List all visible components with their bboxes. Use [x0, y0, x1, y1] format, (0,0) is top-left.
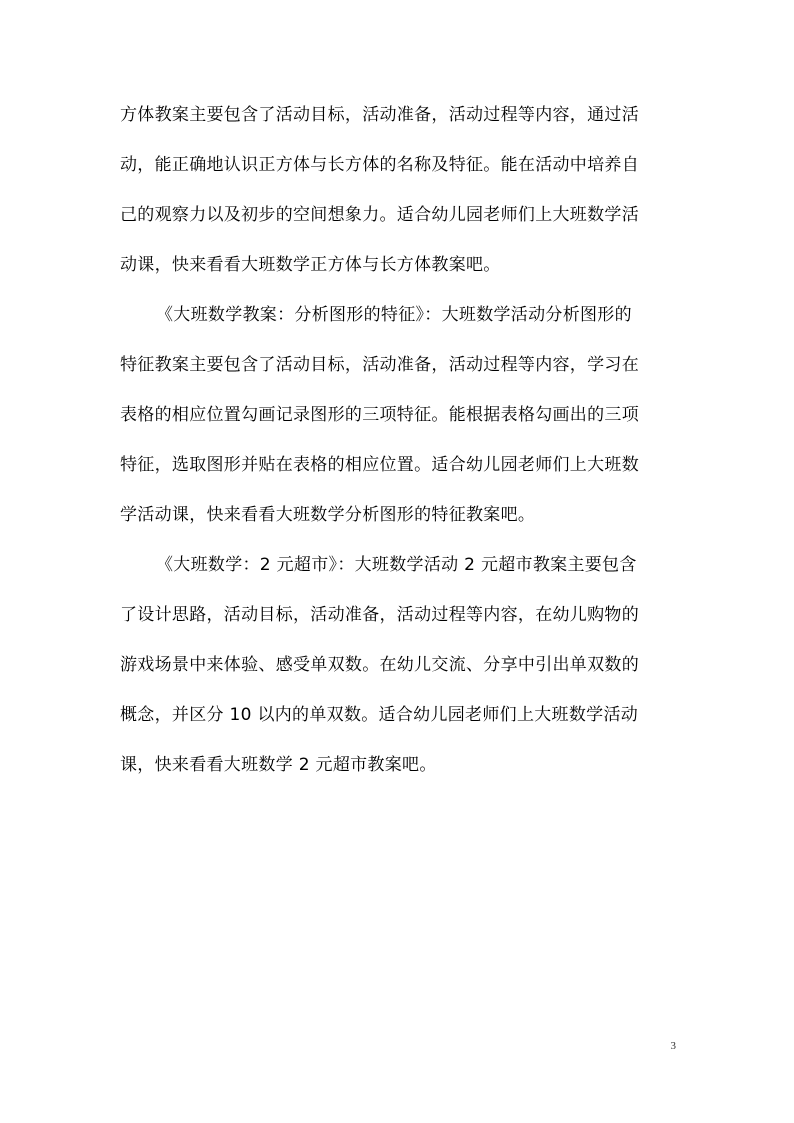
body-text — [120, 90, 674, 790]
paragraph-first-line: 《大班数学教案：分析图形的特征》：大班数学活动分析图形的 — [156, 305, 632, 325]
text-line: 学活动课，快来看看大班数学分析图形的特征教案吧。 — [120, 505, 536, 525]
text-line: 特征，选取图形并贴在表格的相应位置。适合幼儿园老师们上大班数 — [120, 455, 639, 475]
text-line: 了设计思路，活动目标，活动准备，活动过程等内容，在幼儿购物的 — [120, 605, 639, 625]
text-line: 表格的相应位置勾画记录图形的三项特征。能根据表格勾画出的三项 — [120, 405, 639, 425]
paragraph-first-line: 《大班数学：2 元超市》：大班数学活动 2 元超市教案主要包含 — [156, 555, 637, 575]
text-line: 概念，并区分 10 以内的单双数。适合幼儿园老师们上大班数学活动 — [120, 705, 639, 725]
text-line: 游戏场景中来体验、感受单双数。在幼儿交流、分享中引出单双数的 — [120, 655, 639, 675]
text-line: 课，快来看看大班数学 2 元超市教案吧。 — [120, 755, 437, 775]
text-line: 己的观察力以及初步的空间想象力。适合幼儿园老师们上大班数学活 — [120, 205, 639, 225]
text-line: 方体教案主要包含了活动目标，活动准备，活动过程等内容，通过活 — [120, 105, 639, 125]
text-line: 特征教案主要包含了活动目标，活动准备，活动过程等内容，学习在 — [120, 355, 639, 375]
text-line: 动，能正确地认识正方体与长方体的名称及特征。能在活动中培养自 — [120, 155, 639, 175]
page-number: 3 — [670, 1040, 676, 1052]
text-line: 动课，快来看看大班数学正方体与长方体教案吧。 — [120, 255, 501, 275]
